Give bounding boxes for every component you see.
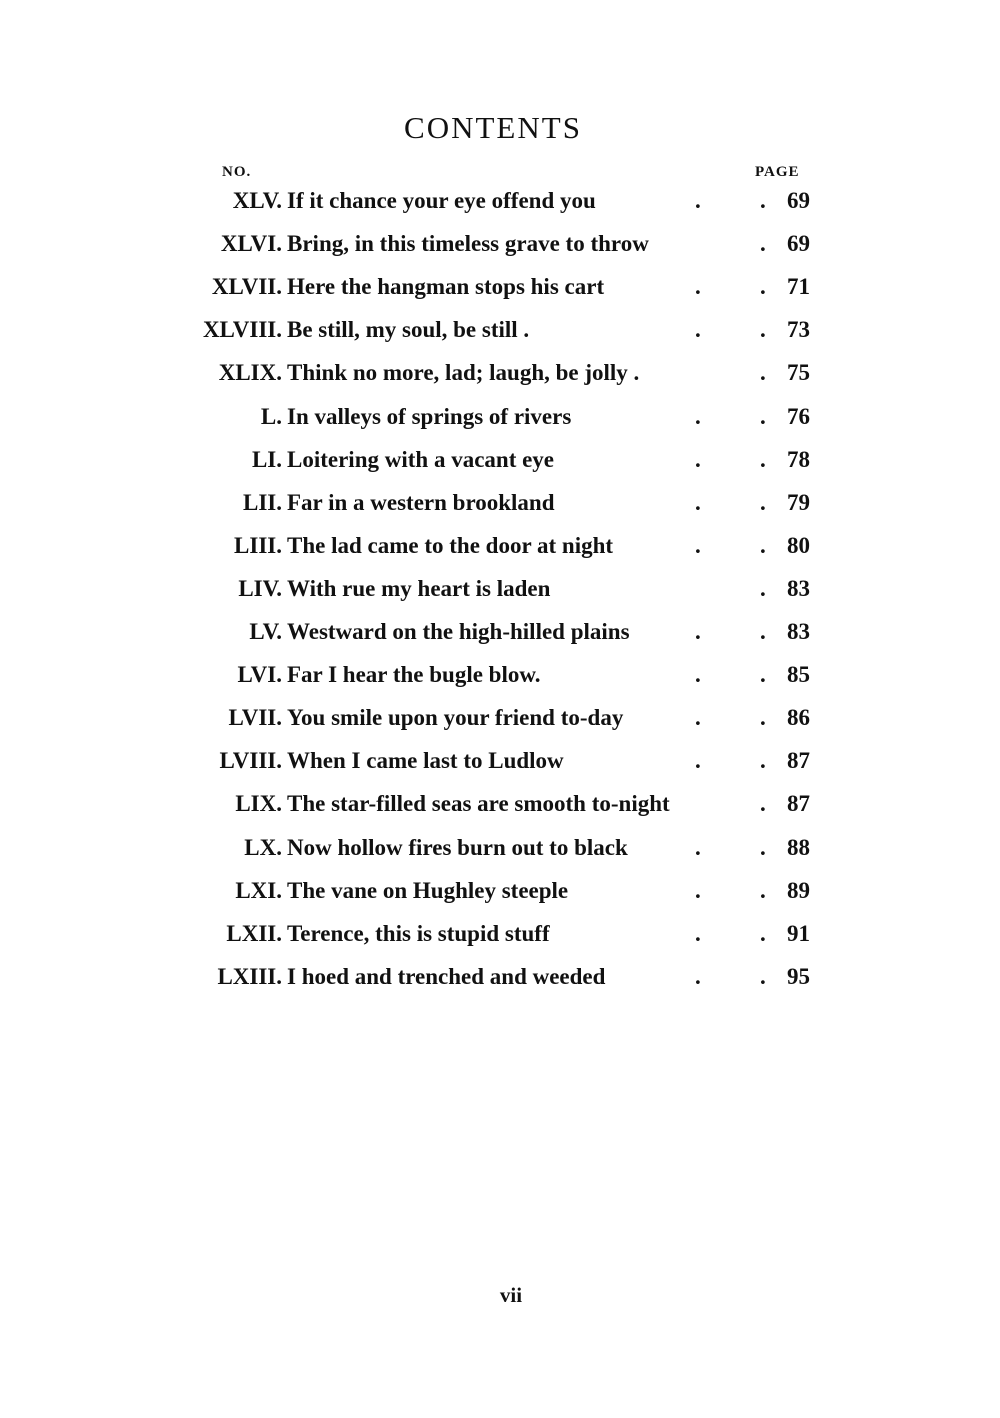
entry-title: When I came last to Ludlow [287, 748, 564, 774]
contents-entry [0, 447, 1000, 487]
contents-entry [0, 404, 1000, 444]
leader-dots: . [760, 274, 766, 300]
entry-title: Think no more, lad; laugh, be jolly . [287, 360, 640, 386]
leader-dots: . [760, 963, 766, 989]
leader-dots: . [760, 446, 766, 472]
entry-number: XLIX. [218, 360, 282, 386]
leader-dots: . [695, 662, 701, 688]
entry-number: LVI. [237, 662, 282, 688]
contents-entry [0, 662, 1000, 702]
entry-page: 83 [787, 619, 810, 644]
leader-dots: . [760, 532, 766, 558]
entry-page: 91 [787, 920, 810, 946]
entry-page: 88 [787, 834, 810, 860]
entry-page: 79 [787, 489, 810, 515]
leader-dots: . [695, 317, 701, 343]
entry-page: 75 [787, 360, 810, 386]
leader-dots: . [760, 748, 766, 774]
column-header-no: NO. [222, 164, 252, 180]
entry-title: With rue my heart is laden [287, 575, 551, 601]
entry-number: L. [260, 403, 282, 429]
contents-entry [0, 231, 1000, 271]
entry-number: XLVII. [211, 274, 282, 300]
entry-title: Now hollow fires burn out to black [287, 834, 628, 860]
entry-page: 76 [787, 403, 810, 429]
leader-dots: . [695, 920, 701, 946]
leader-dots: . [760, 188, 766, 213]
entry-number: LIV. [238, 575, 282, 601]
entry-number: LXI. [235, 877, 282, 903]
leader-dots: . [695, 619, 701, 644]
leader-dots: . [760, 360, 766, 386]
leader-dots: . [760, 877, 766, 903]
entry-number: LXIII. [217, 963, 282, 989]
contents-entry [0, 748, 1000, 788]
entry-number: LIX. [235, 791, 282, 817]
leader-dots: . [760, 619, 766, 644]
leader-dots: . [760, 834, 766, 860]
entry-page: 71 [787, 274, 810, 300]
entry-title: The star-filled seas are smooth to-night [287, 791, 670, 817]
entry-page: 69 [787, 231, 810, 257]
entry-page: 86 [787, 705, 810, 731]
entry-title: You smile upon your friend to-day [287, 705, 624, 731]
contents-entry [0, 835, 1000, 875]
leader-dots: . [760, 489, 766, 515]
contents-entry [0, 533, 1000, 573]
contents-entry [0, 791, 1000, 831]
entry-number: LX. [244, 834, 282, 860]
entry-page: 85 [787, 662, 810, 688]
contents-entry [0, 360, 1000, 400]
entry-number: LII. [243, 489, 282, 515]
contents-entry [0, 878, 1000, 918]
entry-title: I hoed and trenched and weeded [287, 963, 606, 989]
entry-title: The vane on Hughley steeple [287, 877, 569, 903]
entry-number: XLVIII. [202, 317, 282, 343]
page-number: vii [499, 1283, 523, 1307]
contents-entry [0, 490, 1000, 530]
leader-dots: . [760, 575, 766, 601]
column-header-page: PAGE [755, 164, 800, 180]
leader-dots: . [760, 403, 766, 429]
entry-title: In valleys of springs of rivers [287, 403, 572, 429]
leader-dots: . [695, 834, 701, 860]
entry-page: 95 [787, 963, 810, 989]
leader-dots: . [695, 877, 701, 903]
contents-entry [0, 705, 1000, 745]
entry-title: Far in a western brookland [287, 489, 555, 515]
leader-dots: . [695, 748, 701, 774]
leader-dots: . [760, 231, 766, 257]
leader-dots: . [760, 791, 766, 817]
leader-dots: . [760, 920, 766, 946]
leader-dots: . [695, 403, 701, 429]
leader-dots: . [760, 705, 766, 731]
leader-dots: . [695, 188, 701, 213]
entry-number: XLV. [232, 188, 282, 213]
entry-number: LVIII. [219, 748, 282, 774]
entry-number: LIII. [234, 532, 282, 558]
entry-title: Bring, in this timeless grave to throw [287, 231, 649, 257]
entry-number: LV. [249, 619, 282, 644]
entry-title: Here the hangman stops his cart [287, 274, 605, 300]
contents-entry [0, 964, 1000, 1004]
leader-dots: . [695, 963, 701, 989]
contents-entry [0, 576, 1000, 616]
entry-page: 78 [787, 446, 810, 472]
leader-dots: . [695, 705, 701, 731]
entry-number: LI. [251, 446, 282, 472]
entry-page: 80 [787, 532, 810, 558]
contents-entry [0, 188, 1000, 228]
entry-title: Westward on the high-hilled plains [287, 619, 630, 644]
leader-dots: . [695, 532, 701, 558]
contents-entry [0, 317, 1000, 357]
contents-entry [0, 274, 1000, 314]
entry-title: Terence, this is stupid stuff [287, 920, 550, 946]
entry-number: LXII. [226, 920, 282, 946]
entry-title: Far I hear the bugle blow. [287, 662, 541, 688]
entry-page: 87 [787, 748, 810, 774]
entry-page: 89 [787, 877, 810, 903]
entry-page: 73 [787, 317, 810, 343]
entry-title: The lad came to the door at night [287, 532, 614, 558]
page-title: CONTENTS [404, 110, 582, 145]
entry-title: If it chance your eye offend you [287, 188, 596, 213]
leader-dots: . [760, 662, 766, 688]
leader-dots: . [760, 317, 766, 343]
leader-dots: . [695, 489, 701, 515]
entry-number: LVII. [228, 705, 282, 731]
leader-dots: . [695, 446, 701, 472]
contents-entry [0, 619, 1000, 659]
leader-dots: . [695, 274, 701, 300]
entry-page: 69 [787, 188, 810, 213]
entry-number: XLVI. [220, 231, 282, 257]
entry-page: 83 [787, 575, 810, 601]
contents-entry [0, 921, 1000, 961]
entry-title: Loitering with a vacant eye [287, 446, 555, 472]
entry-title: Be still, my soul, be still . [287, 317, 530, 343]
entry-page: 87 [787, 791, 810, 817]
